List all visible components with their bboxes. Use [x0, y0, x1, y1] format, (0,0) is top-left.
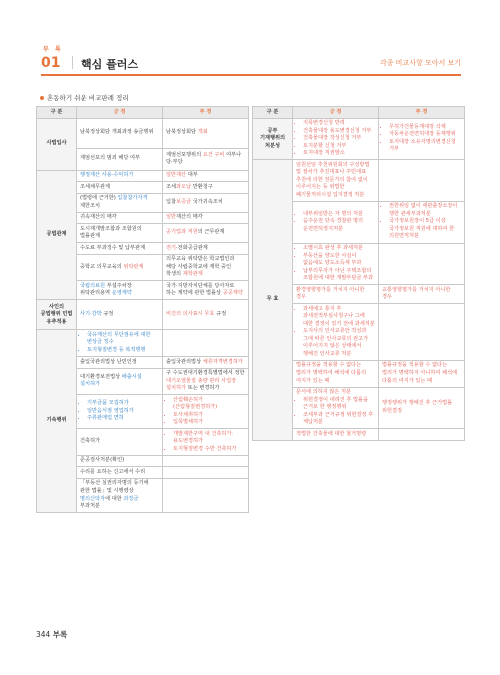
category-cell: 기속행위 — [37, 330, 77, 513]
deny-cell — [163, 478, 249, 512]
affirm-cell: 출입국관리법상 난민인정 — [77, 357, 163, 369]
deny-cell — [163, 455, 249, 467]
deny-cell: 법률규정을 적용할 수 없다는 법리가 명백하지 아니하여 해석에 다툼의 여지가 있는 때 — [379, 360, 465, 387]
deny-cell — [379, 304, 465, 361]
affirm-cell — [293, 118, 379, 160]
list-item: • 개발제한구역 내 건축허가·용도변경허가 — [173, 431, 245, 446]
affirm-cell: 임원선임 추천위원회의 구성방법 및 절차가 추진대표나 주민대표 추천에 의한 전문가의 참여 없이 이루어지는 등 위법한 폐기물처리시설 입지결정 처분 — [293, 160, 379, 202]
list-item: • 일반음식점 영업허가 — [87, 408, 159, 416]
list-item: • 기부금품 모집허가 — [87, 400, 159, 408]
affirm-cell: 사기·강박 규정 — [77, 300, 163, 330]
deny-cell — [163, 395, 249, 429]
affirm-cell: 대기환경보전법상 배출시설 설치허가 — [77, 368, 163, 395]
table-row — [37, 330, 249, 357]
list-item: • 과세예고 통지 후 과세전적부심사청구나 그에 대한 결정이 있기 전에 과세처분 — [303, 306, 375, 329]
deny-cell — [163, 429, 249, 456]
list-item: • 위헌결정이 내려진 후 법률을 근거로 한 행정행위 — [303, 397, 375, 412]
list-item: • 토지형질변경 등 복적행행 — [87, 347, 159, 355]
deny-cell — [379, 201, 465, 243]
table-row — [37, 118, 249, 148]
affirm-cell: 문서에 의하지 않은 처분 • 위헌결정이 내려진 후 법률을 근거로 한 행정행위 • 조세부과 근거규정 위헌결정 후 체납처분 — [293, 387, 379, 429]
col-category: 구 분 — [37, 107, 77, 119]
list-item: • 건축물대장 용도변경신청 거부 — [303, 128, 375, 136]
deny-cell: 행정행위가 행해진 후 근거법률 위헌결정 — [379, 387, 465, 429]
list-item: • 건축물대장 작성신청 거부 — [303, 135, 375, 143]
list-item: • 자동차운전면허대장 등재행위 — [389, 131, 461, 139]
bullet-icon — [40, 96, 44, 100]
list-item: • 국가정보원장이 5급 이상 국가정보원 직원에 대하여 한 의원면직처분 — [389, 218, 461, 241]
table-row — [253, 118, 465, 160]
affirm-cell — [77, 330, 163, 357]
affirm-cell: 「부동산 실권리자명의 등기에 관한 법률」및 시행령상 명의신탁자에 대한 과징금 부과처분 — [77, 478, 163, 512]
affirm-cell: 중학교 의무교육의 위탁관계 — [77, 254, 163, 281]
deny-cell: 구 수도권대기환경특별법에서 정한 대기오염물질 총량 관리 사업장 설치허가 또는 변경허가 — [163, 368, 249, 395]
affirm-cell: 계엄선포의 범죄 해당 여부 — [77, 148, 163, 170]
list-item: • 음주운전 단속 경찰관 명의 운전면허정지처분 — [303, 218, 375, 233]
affirm-cell: 국립의료원 부설주차장 위탁관리용역 운영계약 — [77, 281, 163, 300]
deny-cell: 계엄선포행위의 요건 구비 여부나 당·부당 — [163, 148, 249, 170]
category-cell: 공법관계 — [37, 170, 77, 300]
list-item: • 토지대장 소유자명의변경신청 거부 — [389, 139, 461, 154]
table-row — [253, 160, 465, 202]
deny-cell — [379, 118, 465, 160]
table-header-row — [37, 107, 249, 119]
affirm-cell — [293, 304, 379, 361]
affirm-cell: 수리를 요하는 신고에서 수리 — [77, 467, 163, 479]
right-comparison-table — [252, 106, 465, 441]
deny-cell — [379, 160, 465, 202]
footer-label: 부록 — [52, 630, 68, 639]
category-cell: 무 효 — [253, 160, 293, 441]
list-item: • 소멸시효 완성 후 과세처분 — [303, 245, 375, 253]
list-item: • 무허가건물등재대장 삭제 — [389, 124, 461, 132]
affirm-cell: 준공검사처분(확인) — [77, 455, 163, 467]
affirm-cell: 환경영향평가를 거치지 아니한 경우 — [293, 285, 379, 304]
list-item: • 조세부과 근거규정 위헌결정 후 체납처분 — [303, 412, 375, 427]
col-affirm: 긍 정 — [293, 107, 379, 119]
affirm-cell — [77, 395, 163, 429]
deny-cell — [163, 330, 249, 357]
page-number: 344 — [36, 630, 51, 639]
list-item: • 국유재산의 무단점유에 대한 변상금 징수 — [87, 332, 159, 347]
deny-cell: 전기·전화공급관계 — [163, 243, 249, 255]
list-item: • 도지사의 인사교류안 작성과 그에 따른 인사교류의 권고가 이루어지지 않은 상태에서 행해진 인사교류 처분 — [303, 328, 375, 358]
list-item: • 권한위임 없이 세관출장소장이 행한 관세부과처분 — [389, 203, 461, 218]
header-rule — [41, 74, 461, 76]
deny-cell: 교통영향평가를 거치지 아니한 경우 — [379, 285, 465, 304]
affirm-cell: 조세채무관계 — [77, 182, 163, 194]
deny-cell: 국가·지방자치단체를 당사자로 하는 계약에 관한 법률상 공공계약 — [163, 281, 249, 300]
affirm-cell: 적법한 건축물에 대한 철거명령 — [293, 429, 379, 441]
appendix-label: 부 록 — [43, 46, 63, 53]
list-item: • 토지형질변경 수반 건축허가 — [173, 446, 245, 454]
section-heading — [40, 93, 129, 102]
list-item: • 토사채취허가 — [173, 412, 245, 420]
page-subtitle: 각종 비교사항 모아서 보기 — [379, 59, 461, 67]
deny-cell: 조세과오납 반환청구 — [163, 182, 249, 194]
col-deny: 부 정 — [163, 107, 249, 119]
section-title: 혼동하기 쉬운 비교판례 정리 — [47, 94, 129, 102]
deny-cell: 의무교육 위탁받은 학교법인과 해당 사립중학교에 재학 중인 학생의 재학관계 — [163, 254, 249, 281]
deny-cell: 입찰보증금 국가귀속조치 — [163, 193, 249, 212]
deny-cell — [379, 429, 465, 441]
list-item: • 지목변경신청 반려 — [303, 120, 375, 128]
list-item: • 산림훼손허가(산림형질변경허가) — [173, 397, 245, 412]
table-row — [37, 300, 249, 330]
header-divider — [72, 56, 73, 69]
table-header-row — [253, 107, 465, 119]
affirm-cell: 법률규정을 적용할 수 없다는 법리가 명백하여 해석에 다툼의 여지가 있는 때 — [293, 360, 379, 387]
deny-cell: 비진의 의사표시 무효 규정 — [163, 300, 249, 330]
deny-cell — [163, 467, 249, 479]
list-item: • 내부위임받은 자 명의 처분 — [303, 211, 375, 219]
page-header — [41, 44, 461, 80]
page-footer — [36, 629, 67, 640]
category-cell: 사인의 공법행위 민법 유추적용 — [37, 300, 77, 330]
affirm-cell — [293, 201, 379, 243]
deny-cell: 남북정상회담 개최 — [163, 118, 249, 148]
section-number: 01 — [41, 55, 61, 71]
affirm-cell: (법령에 근거한) 입찰참가자격 제한조치 — [77, 193, 163, 212]
category-cell: 공부 기재행위의 처분성 — [253, 118, 293, 160]
list-item: • 입목벌채허가 — [173, 419, 245, 427]
table-row — [37, 170, 249, 182]
list-item: • 토지분할 신청 거부 — [303, 143, 375, 151]
list-item: • 주류판매업 면허 — [87, 415, 159, 423]
deny-cell: 일반재산 대부 — [163, 170, 249, 182]
deny-cell — [379, 243, 465, 285]
category-cell: 사법입사 — [37, 118, 77, 170]
list-item: • 토지대장 직권말소 — [303, 150, 375, 158]
page-title: 핵심 플러스 — [81, 58, 138, 71]
deny-cell: 출입국관리법상 체류자격변경허가 — [163, 357, 249, 369]
col-deny: 부 정 — [379, 107, 465, 119]
affirm-cell: 도시재개발조합과 조합원의 법률관계 — [77, 224, 163, 243]
affirm-cell: 남북정상회담 개최과정 송금행위 — [77, 118, 163, 148]
affirm-cell: 행정재산 사용·수익허가 — [77, 170, 163, 182]
affirm-cell — [293, 243, 379, 285]
deny-cell: 공기업과 직원의 근무관계 — [163, 224, 249, 243]
affirm-cell: 귀속재산의 매각 — [77, 212, 163, 224]
col-category: 구 분 — [253, 107, 293, 119]
deny-cell: 일반재산의 매각 — [163, 212, 249, 224]
affirm-cell: 수도료 부과징수 및 납부관계 — [77, 243, 163, 255]
col-affirm: 긍 정 — [77, 107, 163, 119]
left-comparison-table — [36, 106, 249, 513]
list-item: • 납부의무자가 아닌 주택조합의 조합원에 대한 개발부담금 부과 — [303, 268, 375, 283]
list-item: • 부동산을 양도한 사실이 없음에도 양도소득세 부과 — [303, 253, 375, 268]
affirm-cell: 건축허가 — [77, 429, 163, 456]
